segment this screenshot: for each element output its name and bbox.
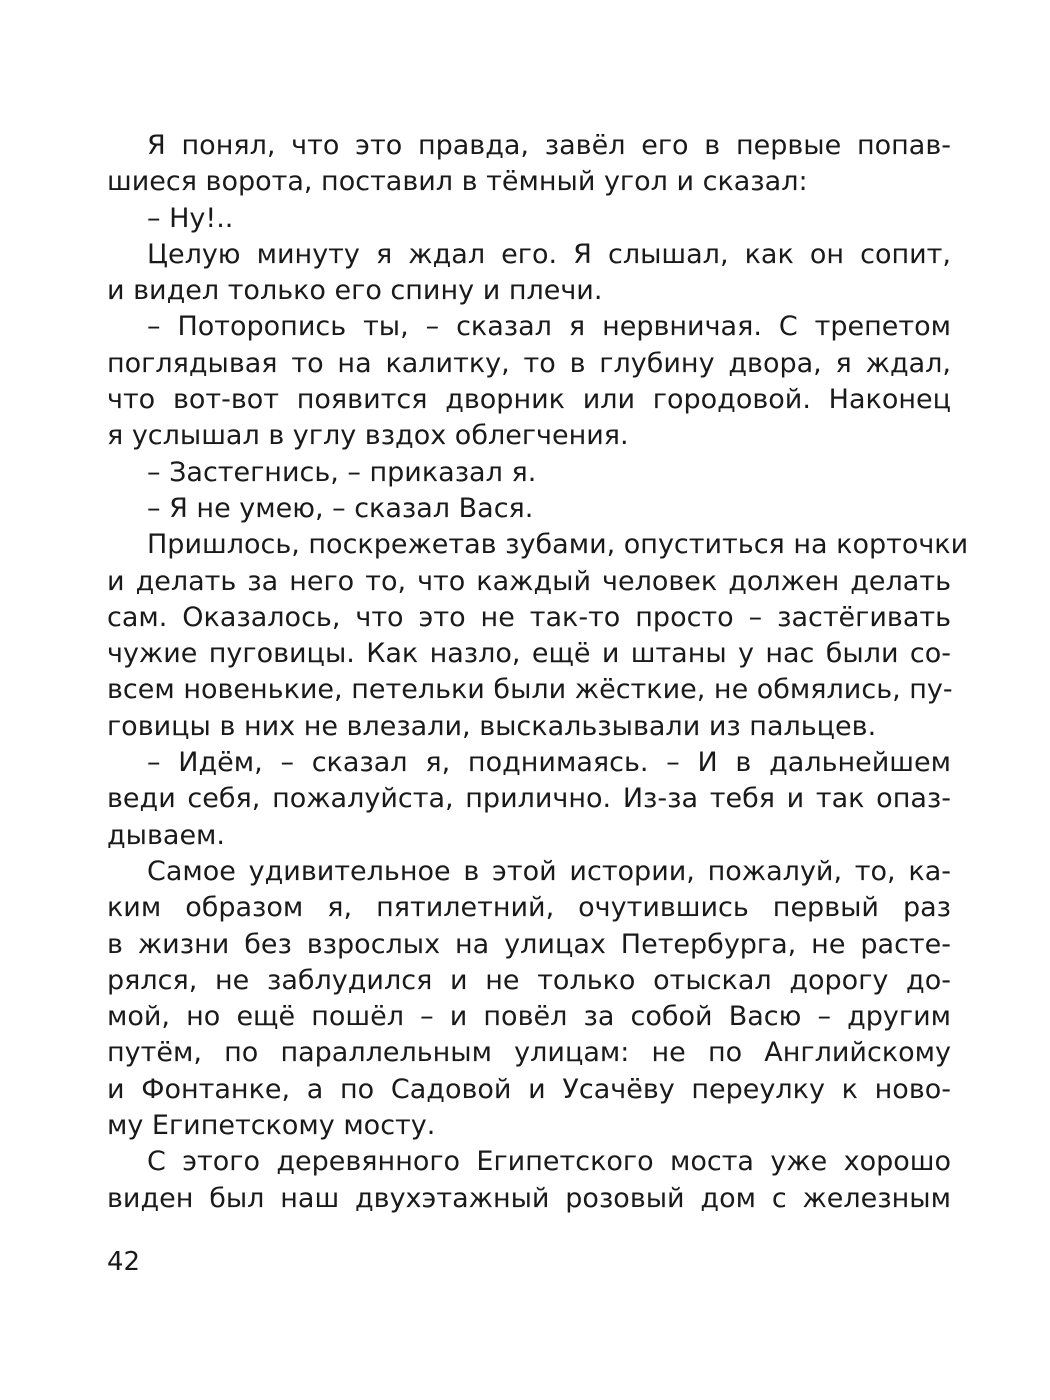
text-line: – Застегнись, – приказал я. (147, 456, 537, 488)
text-line: путём, по параллельным улицам: не по Английскому (107, 1037, 951, 1069)
text-line: Пришлось, поскрежетав зубами, опуститься на корточки (147, 529, 969, 561)
text-line: дываем. (107, 819, 226, 851)
text-line: – Поторопись ты, – сказал я нервничая. С трепетом (147, 311, 951, 343)
text-line: я услышал в углу вздох облегчения. (107, 420, 629, 452)
text-line: что вот-вот появится дворник или городовой. Наконец (107, 384, 951, 416)
text-line: ким образом я, пятилетний, очутившись первый раз (107, 892, 951, 924)
text-line: веди себя, пожалуйста, прилично. Из-за тебя и так опаз- (107, 783, 951, 815)
text-line: – Я не умею, – сказал Вася. (147, 492, 534, 524)
text-line: виден был наш двухэтажный розовый дом с железным (107, 1182, 951, 1214)
text-line: Я понял, что это правда, завёл его в первые попав- (147, 130, 951, 161)
text-line: говицы в них не влезали, выскальзывали из пальцев. (107, 710, 877, 742)
text-line: чужие пуговицы. Как назло, ещё и штаны у нас были со- (107, 638, 951, 670)
text-line: рялся, не заблудился и не только отыскал дорогу до- (107, 964, 951, 996)
text-line: Самое удивительное в этой истории, пожалуй, то, ка- (147, 855, 951, 887)
text-line: С этого деревянного Египетского моста уже хорошо (147, 1146, 951, 1178)
text-line: и Фонтанке, а по Садовой и Усачёву переулку к ново- (107, 1073, 951, 1105)
text-line: – Идём, – сказал я, поднимаясь. – И в дальнейшем (147, 747, 951, 779)
text-line: Целую минуту я ждал его. Я слышал, как он сопит, (147, 238, 951, 270)
text-line: сам. Оказалось, что это не так-то просто – застёгивать (107, 601, 951, 633)
body-text (107, 128, 969, 1217)
text-line: и видел только его спину и плечи. (107, 275, 603, 307)
text-line: му Египетскому мосту. (107, 1110, 436, 1142)
text-line: и делать за него то, что каждый человек должен делать (107, 565, 951, 597)
text-line: шиеся ворота, поставил в тёмный угол и сказал: (107, 166, 808, 198)
text-line: мой, но ещё пошёл – и повёл за собой Васю – другим (107, 1001, 951, 1033)
text-line: в жизни без взрослых на улицах Петербурга, не расте- (107, 928, 951, 960)
text-line: всем новенькие, петельки были жёсткие, не обмялись, пу- (107, 674, 953, 706)
page-number: 42 (107, 1247, 141, 1277)
text-line: поглядывая то на калитку, то в глубину двора, я ждал, (107, 347, 951, 379)
text-line: – Ну!.. (147, 202, 234, 234)
